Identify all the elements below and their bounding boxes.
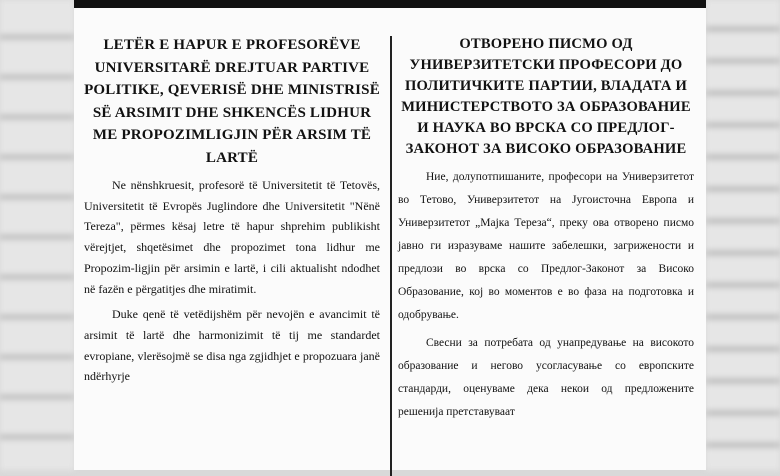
albanian-title: LETËR E HAPUR E PROFESORËVE UNIVERSITARË DREJTUAR PARTIVE POLITIKE, QEVERISË DHE MINISTRISË SË ARSIMIT DHE SHKENCËS LIDHUR ME PROPOZIMLIGJIN PËR ARSIM TË LARTË: [84, 37, 380, 166]
albanian-paragraph-1: Ne nënshkruesit, profesorë të Universitetit të Tetovës, Universitetit të Evropës Juglindore dhe Universitetit "Nënë Tereza", përmes kësaj letre të hapur shprehim publikisht vërejtjet, shqetësimet dhe propozimet tona lidhur me Propozim-ligjin për arsimin e lartë, i cili aktualisht ndodhet në fazën e përgatitjes dhe miratimit.: [84, 178, 380, 296]
macedonian-column: [398, 34, 694, 429]
column-divider: [390, 36, 392, 476]
albanian-column: [84, 34, 380, 392]
macedonian-title: ОТВОРЕНО ПИСМО ОД УНИВЕРЗИТЕТСКИ ПРОФЕСОРИ ДО ПОЛИТИЧКИТЕ ПАРТИИ, ВЛАДАТА И МИНИСТЕРСТВОТО ЗА ОБРАЗОВАНИЕ И НАУКА ВО ВРСКА СО ПРЕДЛОГ-ЗАКОНОТ ЗА ВИСОКО ОБРАЗОВАНИЕ: [401, 36, 691, 157]
page-top-bar: [74, 0, 706, 8]
letter-page: [74, 0, 706, 470]
blurred-background-left: [0, 0, 74, 470]
macedonian-paragraph-1: Ние, долупотпишаните, професори на Универзитетот во Тетово, Универзитетот на Југоисточна Европа и Универзитетот „Мајка Тереза“, преку ова отворено писмо јавно ги изразуваме нашите забелешки, загрижености и предлози во врска со Предлог-Законот за Високо Образование, кој во моментов е во фаза на подготовка и одобрување.: [398, 171, 694, 321]
blurred-background-right: [706, 0, 780, 470]
albanian-paragraph-2: Duke qenë të vetëdijshëm për nevojën e avancimit të arsimit të lartë dhe harmonizimit të tij me standardet evropiane, vlerësojmë se disa nga zgjidhjet e propozuara janë ndërhyrje: [84, 307, 380, 384]
macedonian-paragraph-2: Свесни за потребата од унапредување на високото образование и негово усогласување со европските стандарди, оценуваме дека некои од предложените решенија претставуваат: [398, 337, 694, 418]
